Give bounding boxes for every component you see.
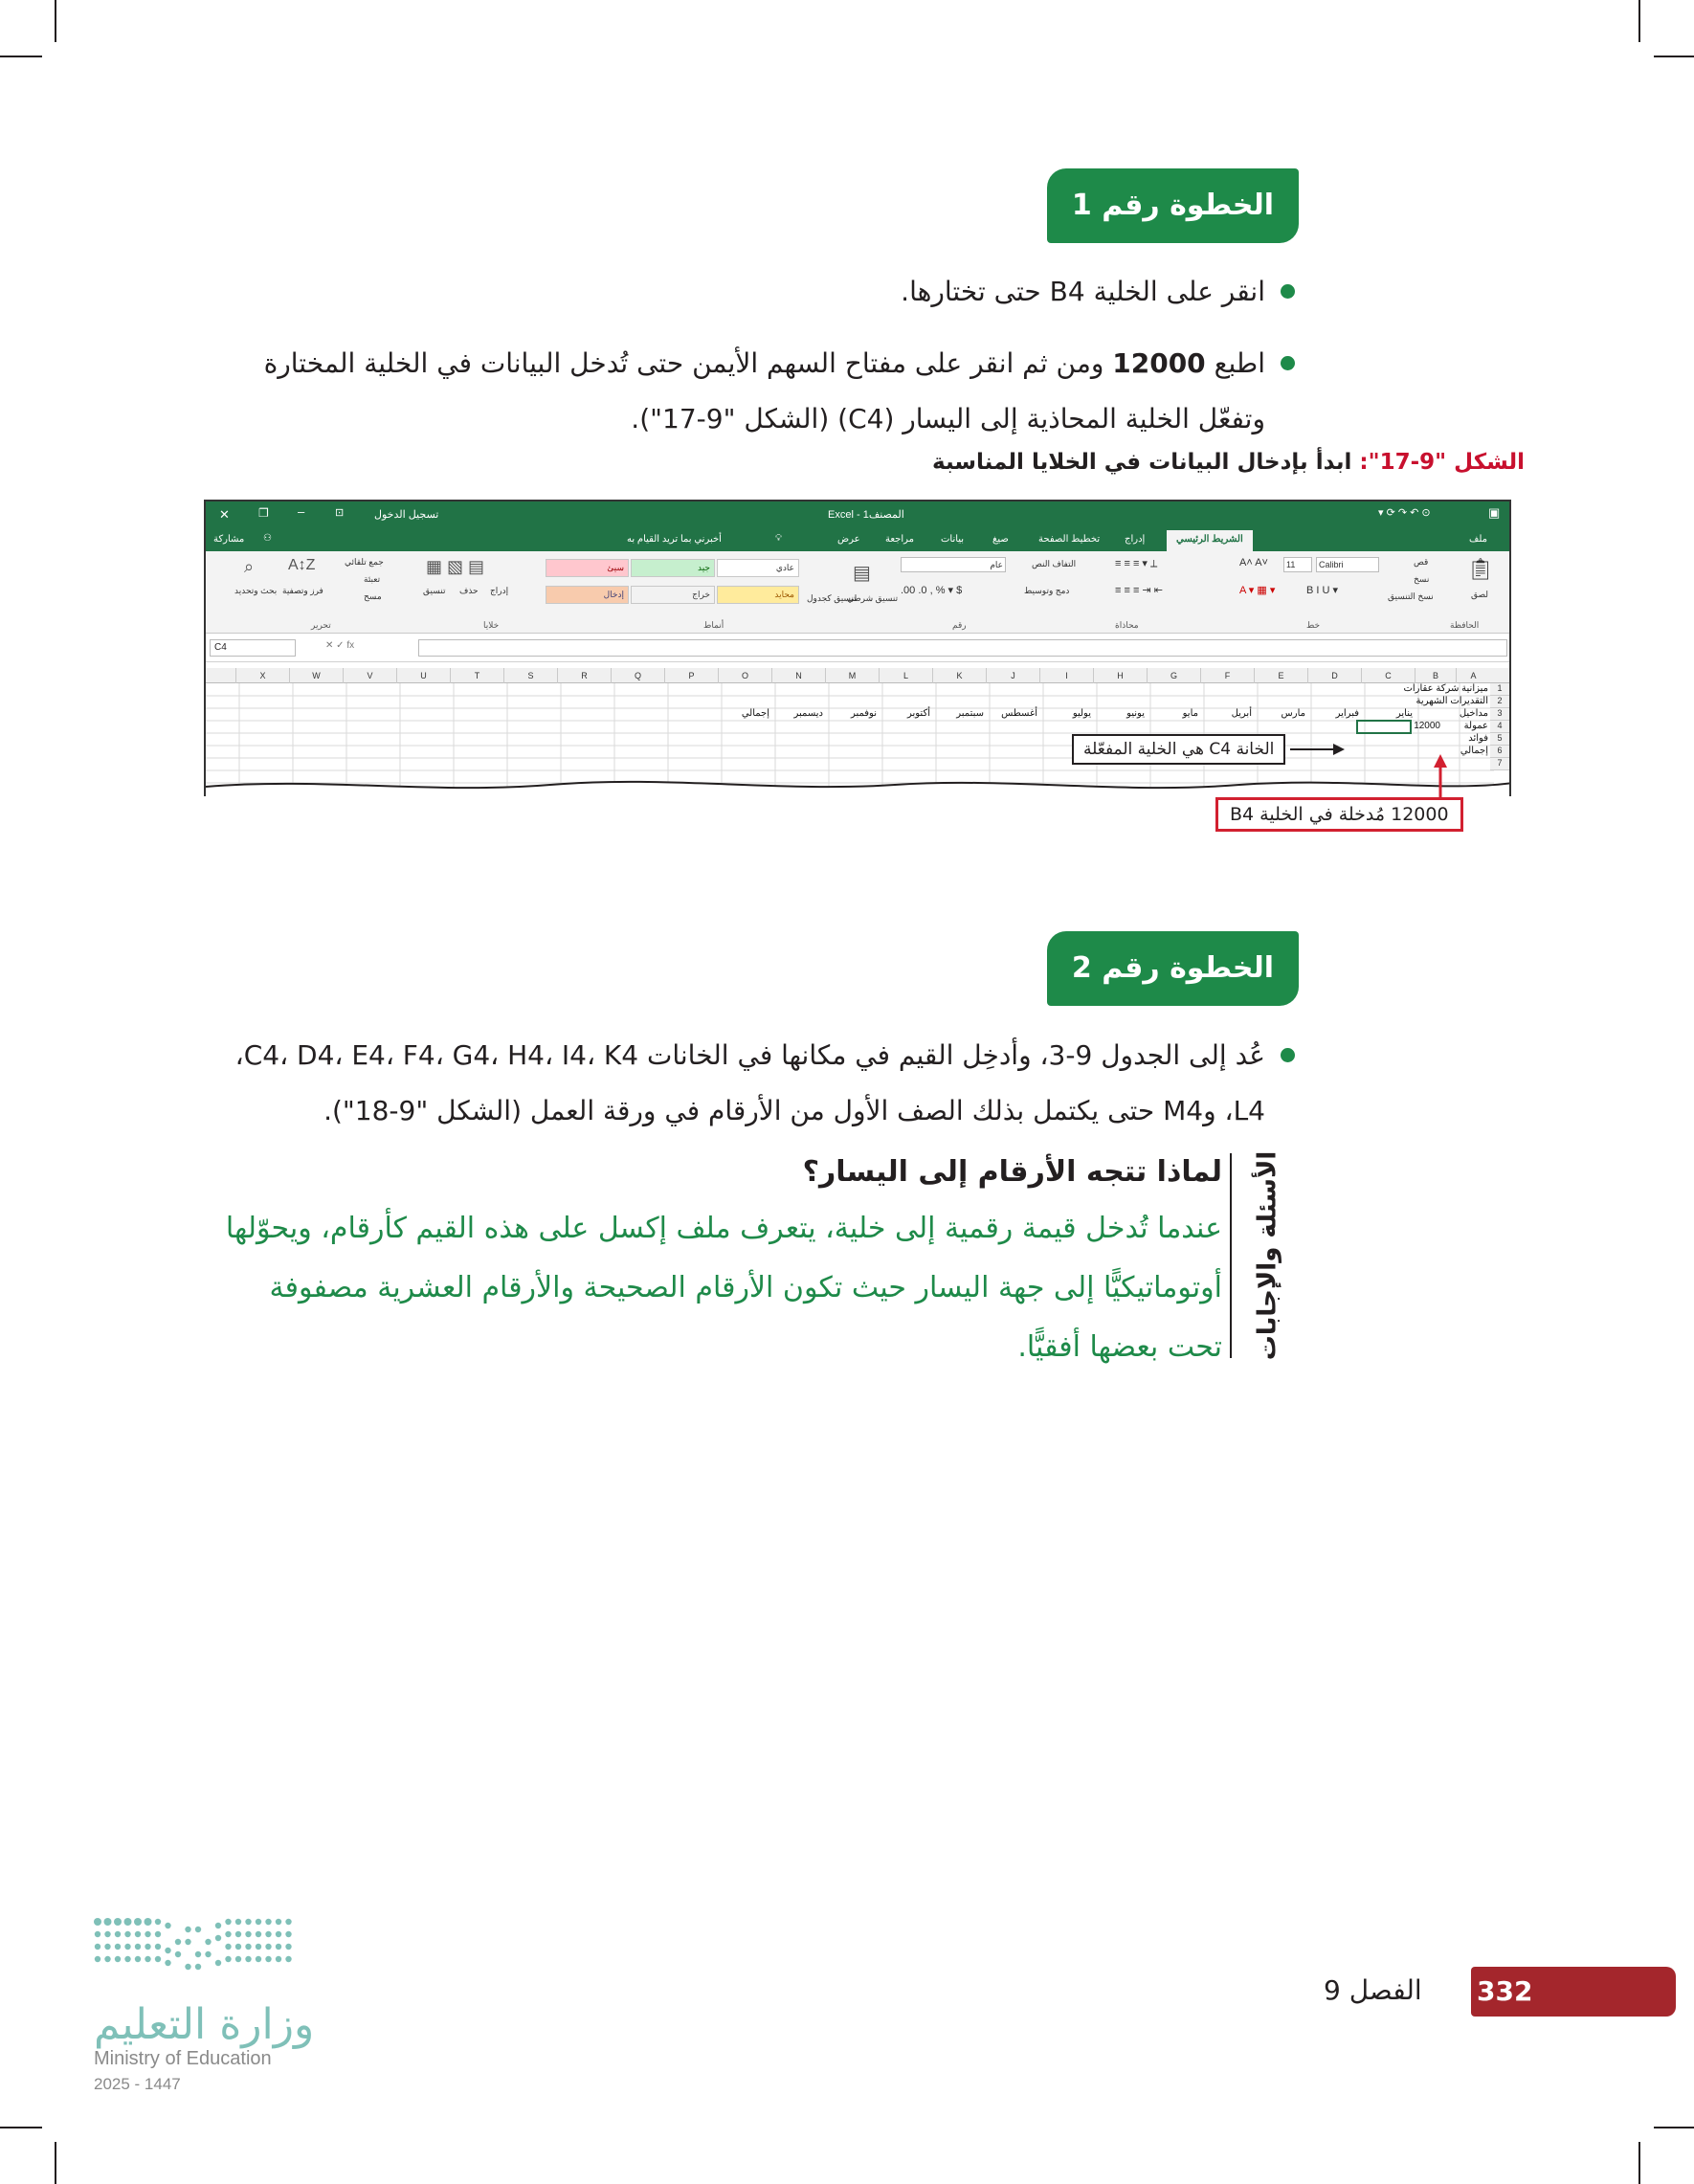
row-number: 3	[1490, 708, 1509, 721]
style-normal[interactable]: عادي	[717, 559, 799, 577]
month-header-cell: أبريل	[1231, 708, 1252, 719]
logo-dot	[155, 1956, 161, 1962]
qa-side-text: الأسئلة والإجابات	[1253, 1150, 1282, 1361]
style-input[interactable]: إدخال	[546, 586, 629, 604]
logo-dot	[256, 1944, 261, 1950]
font-format-buttons[interactable]: B I U ▾	[1306, 585, 1339, 596]
row-number: 5	[1490, 733, 1509, 746]
font-color-icon[interactable]: A ▾ ▦ ▾	[1239, 585, 1276, 596]
qa-answer: عندما تُدخل قيمة رقمية إلى خلية، يتعرف ملف إكسل على هذه القيم كأرقام، ويحوّلها أوتوماتيكيًّا إلى جهة اليسار حيث تكون الأرقام الصحيحة والأرقام العشرية مصفوفة تحت بعضها أفقيًّا.	[225, 1212, 1222, 1364]
table-icon: ▤	[853, 563, 871, 584]
copy-button[interactable]: نسخ	[1414, 574, 1430, 584]
ribbon-display-icon[interactable]: ⊡	[335, 507, 345, 519]
logo-dot	[225, 1919, 231, 1925]
close-icon[interactable]: ✕	[219, 507, 230, 522]
quick-access-icons[interactable]: ▾ ⟳ ↷ ↶ ⊙	[1378, 507, 1431, 519]
page-number: 332	[1477, 1975, 1533, 2007]
logo-dot	[225, 1956, 231, 1962]
month-header-cell: نوفمبر	[850, 708, 877, 719]
column-header[interactable]: U	[396, 668, 450, 683]
column-header[interactable]: D	[1307, 668, 1361, 683]
logo-dot	[135, 1956, 141, 1962]
step-1-badge: الخطوة رقم 1	[1047, 168, 1299, 243]
cell-a2: التقديرات الشهرية	[1415, 696, 1488, 706]
logo-dot	[185, 1927, 190, 1932]
instruction-value: 12000	[1112, 347, 1206, 379]
logo-dot	[94, 1918, 101, 1926]
group-label-number: رقم	[952, 620, 967, 630]
cells-icons: ▦ ▧ ▤	[426, 557, 485, 576]
torn-edge	[206, 773, 1511, 796]
autosum-button[interactable]: جمع تلقائي	[345, 557, 384, 567]
ministry-logo-icon	[92, 1914, 302, 1991]
column-header[interactable]: E	[1254, 668, 1307, 683]
ministry-name-en: Ministry of Education	[94, 2048, 272, 2069]
cell-a3: مداخيل	[1459, 708, 1488, 719]
logo-dot	[235, 1919, 241, 1925]
column-header[interactable]: K	[932, 668, 986, 683]
cell-a6: إجمالي	[1460, 746, 1488, 756]
excel-tab-bar	[206, 528, 1509, 551]
tab-review[interactable]: مراجعة	[885, 534, 915, 545]
logo-dot	[104, 1931, 110, 1937]
group-label-cells: خلايا	[483, 620, 500, 630]
month-header-cell: مارس	[1281, 708, 1305, 719]
logo-dot	[165, 1923, 170, 1928]
person-icon[interactable]: ⚇	[263, 533, 272, 544]
month-header-cell: فبراير	[1335, 708, 1359, 719]
logo-dot	[135, 1944, 141, 1950]
tell-me-box[interactable]: أخبرني بما تريد القيام به	[627, 534, 722, 545]
logo-dot	[185, 1939, 190, 1945]
logo-dot	[95, 1944, 100, 1950]
logo-dot	[115, 1944, 121, 1950]
logo-dot	[124, 1918, 132, 1926]
logo-dot	[256, 1931, 261, 1937]
column-header[interactable]: S	[503, 668, 557, 683]
column-header[interactable]: B	[1415, 668, 1456, 683]
column-header[interactable]: P	[664, 668, 718, 683]
logo-dot	[175, 1951, 181, 1957]
logo-dot	[245, 1931, 251, 1937]
format-table-button[interactable]: تنسيق كجدول	[807, 593, 857, 603]
figure-label: الشكل "9-17":	[1359, 450, 1525, 475]
step-2-instruction-line-2: L4، وM4 حتى يكتمل بذلك الصف الأول من الأرقام في ورقة العمل (الشكل "9-18").	[323, 1095, 1265, 1126]
crop-mark	[1654, 56, 1694, 57]
crop-mark	[55, 0, 56, 42]
wrap-text-button[interactable]: التفاف النص	[1032, 559, 1077, 568]
column-header[interactable]: V	[343, 668, 396, 683]
row-number: 6	[1490, 746, 1509, 758]
cell-a4: عمولة	[1463, 721, 1488, 731]
crop-mark	[0, 2127, 42, 2128]
logo-dot	[265, 1944, 271, 1950]
month-header-cell: سبتمبر	[956, 708, 984, 719]
instruction-text: اطبع	[1205, 347, 1265, 379]
logo-dot	[235, 1944, 241, 1950]
style-neutral[interactable]: محايد	[717, 586, 799, 604]
logo-dot	[124, 1956, 130, 1962]
column-header[interactable]: G	[1147, 668, 1200, 683]
find-select-button[interactable]: بحث وتحديد	[234, 586, 278, 595]
row-number: 7	[1490, 758, 1509, 770]
tab-formulas[interactable]: صيغ	[992, 534, 1009, 545]
month-header-cell: ديسمبر	[793, 708, 823, 719]
column-header[interactable]: Q	[611, 668, 664, 683]
logo-dot	[225, 1944, 231, 1950]
logo-dot	[114, 1918, 122, 1926]
logo-dot	[285, 1944, 291, 1950]
logo-dot	[285, 1919, 291, 1925]
column-header[interactable]: O	[718, 668, 771, 683]
qa-side-label	[1249, 1148, 1287, 1363]
cut-button[interactable]: قص	[1414, 557, 1429, 567]
logo-dot	[104, 1918, 112, 1926]
column-header[interactable]: W	[289, 668, 343, 683]
fill-button[interactable]: تعبئة	[364, 574, 381, 584]
logo-dot	[115, 1931, 121, 1937]
logo-dot	[165, 1960, 170, 1966]
logo-dot	[195, 1951, 201, 1957]
logo-dot	[195, 1964, 201, 1970]
ministry-name-ar: وزارة التعليم	[94, 2000, 315, 2049]
logo-dot	[215, 1960, 221, 1966]
font-name-box[interactable]: Calibri	[1316, 557, 1379, 572]
column-header[interactable]: I	[1039, 668, 1093, 683]
column-headers	[206, 668, 1509, 683]
style-output[interactable]: خراج	[631, 586, 715, 604]
tab-data[interactable]: بيانات	[941, 534, 965, 545]
logo-dot	[225, 1931, 231, 1937]
chapter-label: الفصل 9	[1324, 1974, 1422, 2006]
group-label-alignment: محاذاة	[1115, 620, 1139, 630]
cell-a1: ميزانية شركة عقارات	[1403, 683, 1488, 694]
logo-dot	[155, 1931, 161, 1937]
conditional-format-button[interactable]: تنسيق شرطي	[847, 593, 899, 603]
logo-dot	[104, 1944, 110, 1950]
logo-dot	[276, 1956, 281, 1962]
column-header[interactable]: M	[825, 668, 879, 683]
font-size-box[interactable]: 11	[1283, 557, 1312, 572]
bullet-icon	[1281, 1048, 1295, 1062]
bullet-icon	[1281, 284, 1295, 299]
cell-b4: 12000	[1414, 721, 1440, 731]
logo-dot	[205, 1939, 211, 1945]
logo-dot	[175, 1939, 181, 1945]
step-1-instruction-2	[198, 334, 1265, 393]
window-title: Excel - المصنف1	[828, 509, 904, 521]
figure-caption	[932, 450, 1525, 475]
bullet-icon	[1281, 356, 1295, 370]
logo-dot	[215, 1923, 221, 1928]
step-2-instruction: عُد إلى الجدول 9-3، وأدخِل القيم في مكانها في الخانات C4، D4، E4، F4، G4، H4، I4، K4،	[234, 1039, 1265, 1071]
column-header[interactable]: X	[235, 668, 289, 683]
minimize-icon[interactable]: –	[298, 504, 305, 519]
step-1-instruction-1: انقر على الخلية B4 حتى تختارها.	[901, 276, 1265, 307]
logo-dot	[134, 1918, 142, 1926]
logo-dot	[155, 1944, 161, 1950]
save-icon[interactable]: ▣	[1488, 505, 1501, 520]
logo-dot	[265, 1919, 271, 1925]
crop-mark	[0, 56, 42, 57]
format-painter-button[interactable]: نسخ التنسيق	[1388, 591, 1434, 601]
style-good[interactable]: جيد	[631, 559, 715, 577]
month-header-cell: أكتوبر	[906, 708, 930, 719]
logo-dot	[245, 1919, 251, 1925]
logo-dot	[124, 1944, 130, 1950]
month-header-cell: يونيو	[1126, 708, 1145, 719]
logo-dot	[145, 1918, 152, 1926]
formula-icons[interactable]: ✕ ✓ fx	[325, 640, 355, 651]
month-header-cell: يوليو	[1072, 708, 1091, 719]
logo-dot	[165, 1948, 170, 1953]
crop-mark	[1638, 0, 1640, 42]
logo-dot	[95, 1956, 100, 1962]
row-number: 1	[1490, 683, 1509, 696]
sort-filter-button[interactable]: فرز وتصفية	[282, 586, 323, 595]
column-header[interactable]: H	[1093, 668, 1147, 683]
column-header[interactable]: J	[986, 668, 1039, 683]
sort-filter-icon[interactable]: A↕Z	[288, 557, 316, 573]
tab-home[interactable]: الشريط الرئيسي	[1167, 530, 1253, 551]
logo-dot	[256, 1956, 261, 1962]
column-header[interactable]: N	[771, 668, 825, 683]
logo-dot	[155, 1919, 161, 1925]
column-header[interactable]: T	[450, 668, 503, 683]
crop-mark	[1638, 2142, 1640, 2184]
formula-bar	[206, 634, 1509, 662]
logo-dot	[245, 1944, 251, 1950]
logo-dot	[205, 1951, 211, 1957]
group-label-styles: أنماط	[703, 620, 724, 630]
month-header-cell: أغسطس	[1001, 708, 1037, 719]
excel-ribbon	[206, 551, 1509, 634]
column-header[interactable]: L	[879, 668, 932, 683]
logo-dot	[265, 1931, 271, 1937]
column-header[interactable]: F	[1200, 668, 1254, 683]
alignment-icons[interactable]: ≡ ≡ ≡ ▾ ⟂	[1115, 558, 1158, 569]
font-size-buttons[interactable]: A˄ A˅	[1239, 557, 1268, 568]
logo-dot	[285, 1956, 291, 1962]
share-button[interactable]: مشاركة	[213, 534, 245, 545]
figure-title: ابدأ بإدخال البيانات في الخلايا المناسبة	[932, 450, 1360, 475]
group-label-clipboard: الحافظة	[1450, 620, 1480, 630]
logo-dot	[215, 1935, 221, 1941]
logo-dot	[235, 1956, 241, 1962]
style-bad[interactable]: سيئ	[546, 559, 629, 577]
logo-dot	[276, 1944, 281, 1950]
logo-dot	[145, 1944, 150, 1950]
restore-icon[interactable]: ❐	[258, 506, 269, 520]
qa-divider	[1230, 1153, 1232, 1358]
logo-dot	[104, 1956, 110, 1962]
tab-file[interactable]: ملف	[1469, 534, 1488, 545]
paste-button[interactable]: لصق	[1471, 590, 1489, 599]
month-header-cell: مايو	[1182, 708, 1198, 719]
logo-dot	[135, 1931, 141, 1937]
month-header-cell: إجمالي	[741, 708, 769, 719]
logo-dot	[195, 1927, 201, 1932]
logo-dot	[276, 1931, 281, 1937]
logo-dot	[265, 1956, 271, 1962]
logo-dot	[124, 1931, 130, 1937]
column-header[interactable]: R	[557, 668, 611, 683]
delete-cells-button[interactable]: حذف	[459, 586, 479, 595]
number-format-icons[interactable]: .00 .0 , % ▾ $	[901, 585, 963, 596]
alignment-icons-2[interactable]: ≡ ≡ ≡ ⇥ ⇤	[1115, 585, 1163, 596]
group-label-editing: تحرير	[311, 620, 331, 630]
qa-question: لماذا تتجه الأرقام إلى اليسار؟	[802, 1155, 1222, 1189]
active-cell-callout: الخانة C4 هي الخلية المفعّلة	[1072, 734, 1285, 765]
active-cell-c4[interactable]	[1356, 720, 1412, 734]
paste-icon[interactable]: 📋︎	[1467, 557, 1494, 581]
row-number: 2	[1490, 696, 1509, 708]
logo-dot	[235, 1931, 241, 1937]
excel-window	[204, 500, 1511, 796]
ministry-year: 2025 - 1447	[94, 2075, 181, 2093]
excel-title-bar	[206, 501, 1509, 528]
row-number: 4	[1490, 721, 1509, 733]
clear-button[interactable]: مسح	[364, 591, 382, 601]
tab-page-layout[interactable]: تخطيط الصفحة	[1038, 534, 1101, 545]
instruction-text: ومن ثم انقر على مفتاح السهم الأيمن حتى تُدخل البيانات في الخلية المختارة	[263, 347, 1113, 379]
crop-mark	[55, 2142, 56, 2184]
tab-insert[interactable]: إدراج	[1125, 534, 1146, 545]
logo-dot	[276, 1919, 281, 1925]
crop-mark	[1654, 2127, 1694, 2128]
merge-center-button[interactable]: دمج وتوسيط	[1024, 586, 1070, 595]
group-label-font: خط	[1306, 620, 1321, 630]
step-2-badge: الخطوة رقم 2	[1047, 931, 1299, 1006]
logo-dot	[185, 1964, 190, 1970]
format-cells-button[interactable]: تنسيق	[423, 586, 446, 595]
formula-input[interactable]	[418, 639, 1507, 657]
tab-view[interactable]: عرض	[837, 534, 860, 545]
column-header[interactable]: A	[1456, 668, 1490, 683]
logo-dot	[245, 1956, 251, 1962]
month-header-cell: يناير	[1395, 708, 1413, 719]
signin-link[interactable]: تسجيل الدخول	[374, 509, 439, 521]
find-icon[interactable]: ⌕	[244, 557, 255, 576]
step-1-instruction-2-line-2: وتفعّل الخلية المحاذية إلى اليسار (C4) (الشكل "9-17").	[631, 403, 1265, 435]
logo-dot	[256, 1919, 261, 1925]
logo-dot	[115, 1956, 121, 1962]
logo-dot	[145, 1956, 150, 1962]
insert-cells-button[interactable]: إدراج	[490, 586, 509, 595]
entered-value-callout: 12000 مُدخلة في الخلية B4	[1215, 797, 1463, 832]
cell-a5: فوائد	[1468, 733, 1488, 744]
name-box[interactable]: C4	[210, 639, 296, 657]
number-format-box[interactable]: عام	[901, 557, 1006, 572]
logo-dot	[145, 1931, 150, 1937]
logo-dot	[285, 1931, 291, 1937]
logo-dot	[95, 1931, 100, 1937]
column-header[interactable]: C	[1361, 668, 1415, 683]
lightbulb-icon: 💡︎	[775, 533, 782, 544]
